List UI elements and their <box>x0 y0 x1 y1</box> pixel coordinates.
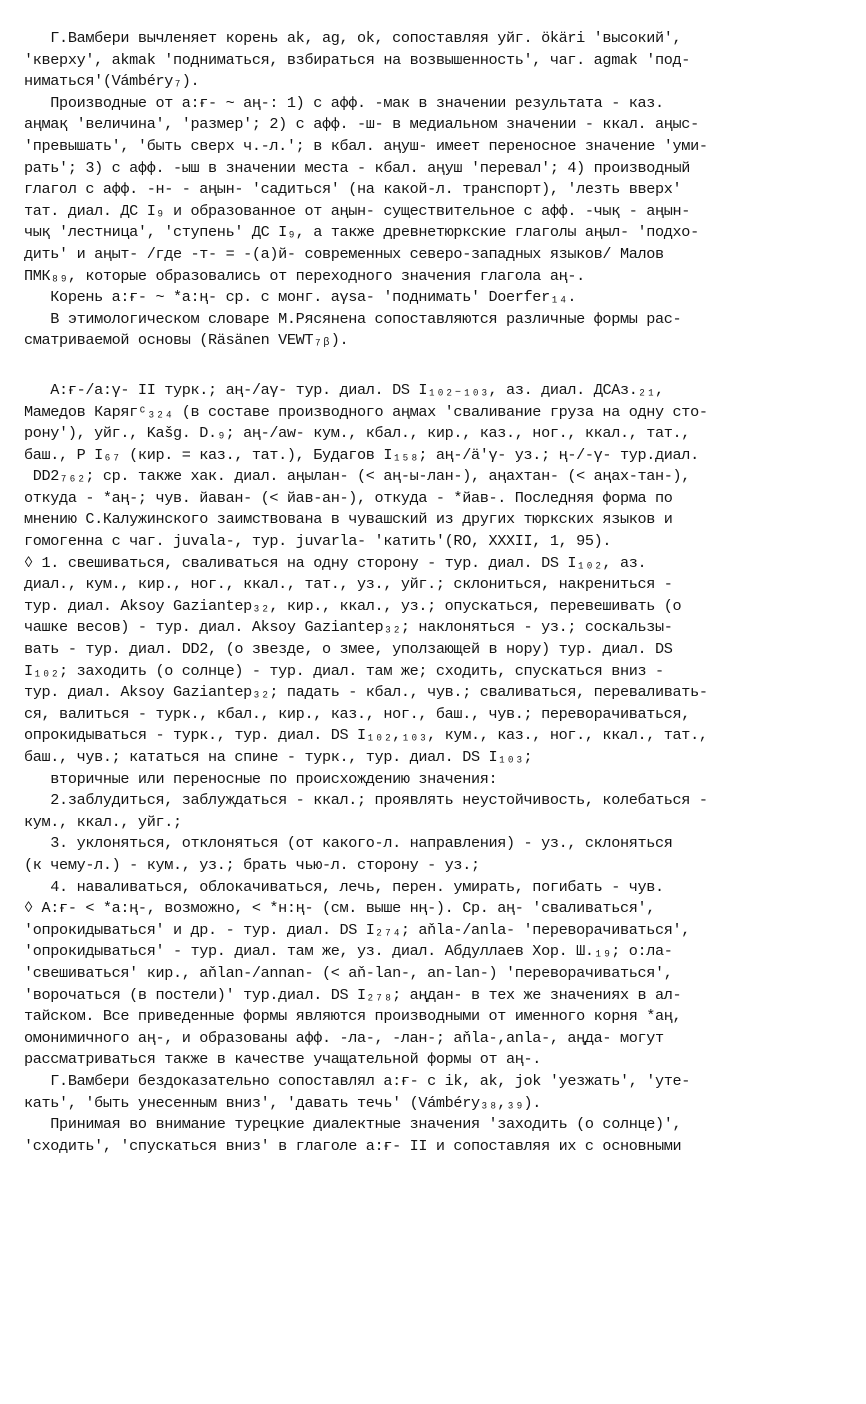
text-line: 'сходить', 'спускаться вниз' в глаголе а:ғ- II и сопоставляя их с основными <box>24 1136 682 1155</box>
text-line: тур. диал. Aksoy Gaziantep₃₂, кир., ккал., уз.; опускаться, перевешивать (о <box>24 596 682 615</box>
text-line: тат. диал. ДС I₉ и образованное от аңын- существительное с афф. -чық - аңын- <box>24 201 691 220</box>
text-line: 2.заблудиться, заблуждаться - ккал.; проявлять неустойчивость, колебаться - <box>24 791 708 810</box>
text-line: (к чему-л.) - кум., уз.; брать чью-л. сторону - уз.; <box>24 855 480 874</box>
text-line: омонимичного аң-, и образованы афф. -ла-, -лан-; aňla-,anla-, аңда- могут <box>24 1028 664 1047</box>
text-line: В этимологическом словаре М.Рясянена сопоставляются различные формы рас- <box>24 309 682 328</box>
text-line: вать - тур. диал. DD2, (о звезде, о змее, уползающей в нору) тур. диал. DS <box>24 640 673 659</box>
text-line: I₁₀₂; заходить (о солнце) - тур. диал. там же; сходить, спускаться вниз - <box>24 661 664 680</box>
text-line: чашке весов) - тур. диал. Aksoy Gaziantep₃₂; наклоняться - уз.; соскальзы- <box>24 618 673 637</box>
text-line: Г.Вамбери бездоказательно сопоставлял а:ғ- с ik, ak, jok 'уезжать', 'уте- <box>24 1071 691 1090</box>
text-line: ◊ А:ғ- < *а:ң-, возможно, < *н:ң- (см. выше нң-). Ср. аң- 'сваливаться', <box>24 899 656 918</box>
text-line: 'свешиваться' кир., aňlan-/annan- (< aň-lan-, an-lan-) 'переворачиваться', <box>24 963 673 982</box>
text-line: ПМК₈₉, которые образовались от переходного значения глагола аң-. <box>24 266 585 285</box>
text-line: Корень а:ғ- ~ *а:ң- ср. с монг. aγsa- 'поднимать' Doerfer₁₄. <box>24 288 577 307</box>
text-line: гомогенна с чаг. juvala-, тур. juvarla- 'катить'(RO, XXXII, 1, 95). <box>24 532 612 551</box>
text-line: ◊ 1. свешиваться, сваливаться на одну сторону - тур. диал. DS I₁₀₂, аз. <box>24 553 647 572</box>
text-line: Производные от а:ғ- ~ аң-: 1) с афф. -мак в значении результата - каз. <box>24 93 664 112</box>
text-line: мнению С.Калужинского заимствована в чувашский из других тюркских языков и <box>24 510 673 529</box>
text-line: баш., Р I₆₇ (кир. = каз., тат.), Будагов I₁₅₈; аң-/ä'γ- уз.; ң-/-γ- тур.диал. <box>24 445 699 464</box>
text-line: ся, валиться - турк., кбал., кир., каз., ног., баш., чув.; переворачиваться, <box>24 704 691 723</box>
text-line: диал., кум., кир., ног., ккал., тат., уз., уйг.; склониться, накрениться - <box>24 575 673 594</box>
text-line: рассматриваться также в качестве учащательной формы от аң-. <box>24 1050 542 1069</box>
text-line: кать', 'быть унесенным вниз', 'давать течь' (Vámbéry₃₈,₃₉). <box>24 1093 542 1112</box>
text-line: DD2₇₆₂; ср. также хак. диал. аңылан- (< аң-ы-лан-), аңахтан- (< аңах-тан-), <box>24 467 691 486</box>
text-line: чық 'лестница', 'ступень' ДС I₉, а также древнетюркские глаголы аңыл- 'подхо- <box>24 223 699 242</box>
text-line: тайском. Все приведенные формы являются производными от именного корня *аң, <box>24 1007 682 1026</box>
text-line: сматриваемой основы (Räsänen VEWT₇ᵦ). <box>24 331 349 350</box>
text-line: глагол с афф. -н- - аңын- 'садиться' (на какой-л. транспорт), 'лезть вверх' <box>24 180 682 199</box>
text-line: 'превышать', 'быть сверх ч.-л.'; в кбал. аңуш- имеет переносное значение 'уми- <box>24 136 708 155</box>
text-line: дить' и аңыт- /где -т- = -(а)й- современных северо-западных языков/ Малов <box>24 244 664 263</box>
text-line: баш., чув.; кататься на спине - турк., тур. диал. DS I₁₀₃; <box>24 748 533 766</box>
text-line: 'ворочаться (в постели)' тур.диал. DS I₂₇₈; аңдан- в тех же значениях в ал- <box>24 985 682 1004</box>
text-line: 'опрокидываться' и др. - тур. диал. DS I₂₇₄; aňla-/anla- 'переворачиваться', <box>24 920 691 939</box>
text-line: ниматься'(Vámbéry₇). <box>24 72 200 91</box>
paragraph-gap <box>24 352 844 380</box>
text-line: тур. диал. Aksoy Gaziantep₃₂; падать - кбал., чув.; сваливаться, переваливать- <box>24 683 708 702</box>
text-line: рать'; 3) с афф. -ыш в значении места - кбал. аңуш 'перевал'; 4) производный <box>24 158 691 177</box>
text-line: Г.Вамбери вычленяет корень ak, ag, ok, сопоставляя уйг. ökäri 'высокий', <box>24 29 682 47</box>
text-line: 3. уклоняться, отклоняться (от какого-л. направления) - уз., склоняться <box>24 834 673 853</box>
text-line: 'опрокидываться' - тур. диал. там же, уз. диал. Абдуллаев Хор. Ш.₁₉; о:ла- <box>24 942 673 961</box>
text-line: вторичные или переносные по происхождению значения: <box>24 769 498 788</box>
text-line: аңмақ 'величина', 'размер'; 2) с афф. -ш- в медиальном значении - ккал. аңыс- <box>24 115 699 134</box>
text-line: Принимая во внимание турецкие диалектные значения 'заходить (о солнце)', <box>24 1115 682 1134</box>
text-line: 'кверху', akmak 'подниматься, взбираться на возвышенность', чаг. agmak 'под- <box>24 50 691 69</box>
text-line: 4. наваливаться, облокачиваться, лечь, перен. умирать, погибать - чув. <box>24 877 664 896</box>
text-line: откуда - *аң-; чув. йаван- (< йав-ан-), откуда - *йав-. Последняя форма по <box>24 488 673 507</box>
text-line: опрокидываться - турк., тур. диал. DS I₁₀₂,₁₀₃, кум., каз., ног., ккал., тат., <box>24 726 708 745</box>
text-line: Мамедов Карягᶜ₃₂₄ (в составе производного аңмах 'сваливание груза на одну сто- <box>24 402 708 421</box>
text-line: кум., ккал., уйг.; <box>24 812 182 831</box>
text-line: рону'), уйг., Kašg. D.₉; аң-/aw- кум., кбал., кир., каз., ног., ккал., тат., <box>24 424 691 443</box>
entry-heading-line: А:ғ-/а:γ- II турк.; аң-/аγ- тур. диал. DS I₁₀₂₋₁₀₃, аз. диал. ДСАз.₂₁, <box>24 380 664 399</box>
